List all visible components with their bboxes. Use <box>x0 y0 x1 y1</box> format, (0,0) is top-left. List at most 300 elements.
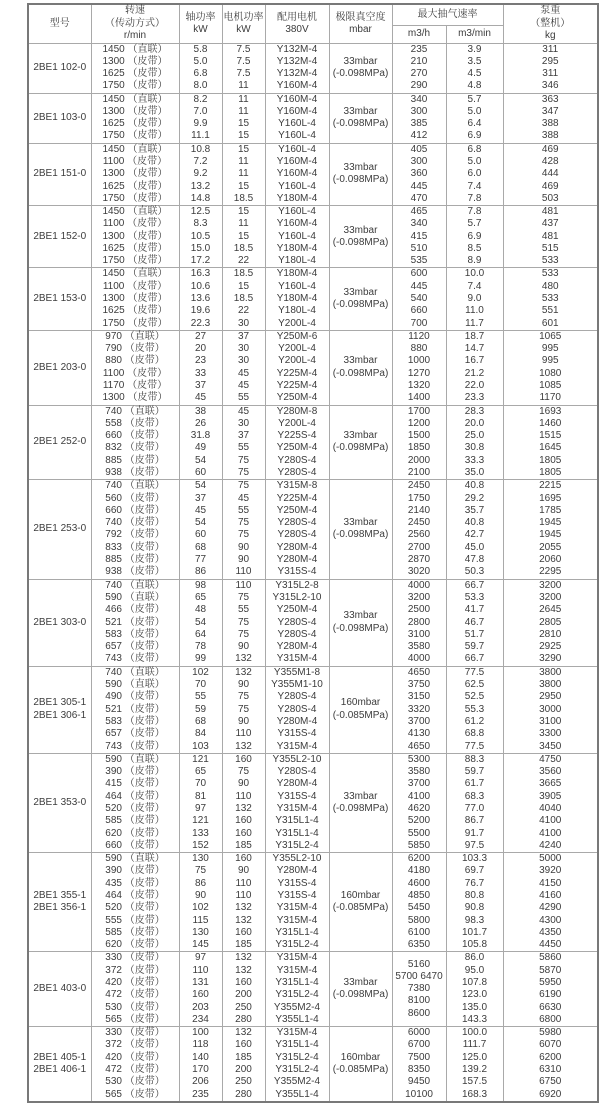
cell-line: 160 <box>235 977 252 989</box>
m3min-cell <box>446 392 503 405</box>
cell-line: Y315L1-4 <box>275 827 319 839</box>
cell-line: 2BE1 153-0 <box>33 293 87 304</box>
cell-line: 59.7 <box>464 765 485 777</box>
speed-cell <box>91 939 179 952</box>
motor-type-cell <box>265 579 329 592</box>
speed-cell <box>91 467 179 480</box>
speed-cell <box>91 766 179 778</box>
cell-line: 1000 <box>407 355 431 367</box>
cell-line: 585 （皮带） <box>105 815 165 827</box>
spec-row <box>28 231 598 243</box>
cell-line: 131 <box>192 977 209 989</box>
spec-row <box>28 741 598 754</box>
cell-line: 75 <box>237 467 250 479</box>
motor-power-cell <box>222 1027 265 1040</box>
weight-cell <box>503 467 598 480</box>
cell-line: 790 （皮带） <box>105 343 165 355</box>
speed-cell <box>91 143 179 156</box>
cell-line: 7.8 <box>467 206 482 218</box>
cell-line: 2295 <box>539 566 562 578</box>
shaft-power-cell <box>179 604 222 616</box>
motor-power-cell <box>222 1039 265 1051</box>
cell-line: 390 （皮带） <box>105 865 165 877</box>
motor-power-cell <box>222 1002 265 1014</box>
cell-line: 1625 （皮带） <box>102 68 168 80</box>
cell-line: 10.8 <box>190 143 211 155</box>
weight-cell <box>503 927 598 939</box>
cell-line: Y355L2-10 <box>272 753 322 765</box>
m3h-cell <box>392 840 446 853</box>
cell-line: Y315L2-10 <box>272 591 322 603</box>
cell-line: 585 （皮带） <box>105 926 165 938</box>
m3min-cell <box>446 118 503 130</box>
spec-row <box>28 143 598 156</box>
cell-line: 521 （皮带） <box>105 616 165 628</box>
cell-line: Y180M-4 <box>276 268 318 280</box>
cell-line: 170 <box>192 1064 209 1076</box>
spec-row <box>28 517 598 529</box>
cell-line: 3000 <box>539 703 562 715</box>
speed-cell <box>91 666 179 679</box>
cell-line: 740 （直联） <box>105 666 165 678</box>
cell-line: 19.6 <box>190 305 211 317</box>
m3min-cell <box>446 554 503 566</box>
shaft-power-cell <box>179 1002 222 1014</box>
cell-line: 25.0 <box>464 430 485 442</box>
cell-line: 77.5 <box>464 740 485 752</box>
header-line: 轴功率 <box>185 11 216 23</box>
cell-line: 4000 <box>407 653 431 665</box>
shaft-power-cell <box>179 679 222 691</box>
motor-power-cell <box>222 480 265 493</box>
cell-line: 88.3 <box>464 753 485 765</box>
m3h-cell <box>392 231 446 243</box>
speed-cell <box>91 716 179 728</box>
motor-power-cell <box>222 791 265 803</box>
speed-cell <box>91 840 179 853</box>
cell-line: 3200 <box>407 591 431 603</box>
cell-line: 97 <box>194 802 207 814</box>
speed-cell <box>91 505 179 517</box>
cell-line: 3750 <box>407 678 431 690</box>
motor-type-cell <box>265 231 329 243</box>
motor-power-cell <box>222 467 265 480</box>
cell-line: Y315M-4 <box>276 802 318 814</box>
motor-type-cell <box>265 143 329 156</box>
m3min-cell <box>446 1027 503 1040</box>
motor-type-cell <box>265 1089 329 1102</box>
shaft-power-cell <box>179 193 222 206</box>
speed-cell <box>91 629 179 641</box>
cell-line: 10.5 <box>190 230 211 242</box>
motor-type-cell <box>265 554 329 566</box>
m3h-cell <box>392 418 446 430</box>
m3min-cell <box>446 1002 503 1014</box>
cell-line: 590 （直联） <box>105 678 165 690</box>
col-header-pump-rate: 最大抽气速率 <box>392 4 503 25</box>
motor-power-cell <box>222 579 265 592</box>
shaft-power-cell <box>179 1089 222 1102</box>
weight-cell <box>503 392 598 405</box>
cell-line: 9.9 <box>193 118 208 130</box>
cell-line: 6100 <box>407 926 431 938</box>
cell-line: 311 <box>542 43 559 55</box>
cell-line: 300 <box>410 105 428 117</box>
model-cell <box>28 206 91 268</box>
motor-power-cell <box>222 890 265 902</box>
cell-line: 11 <box>238 155 249 167</box>
m3h-cell <box>392 778 446 790</box>
motor-type-cell <box>265 691 329 703</box>
shaft-power-cell <box>179 442 222 454</box>
shaft-power-cell <box>179 741 222 754</box>
cell-line: 160mbar <box>340 697 381 709</box>
cell-line: 445 <box>410 280 428 292</box>
shaft-power-cell <box>179 281 222 293</box>
m3min-cell <box>446 130 503 143</box>
cell-line: 465 <box>410 206 428 218</box>
cell-line: Y250M-4 <box>276 392 318 404</box>
speed-cell <box>91 93 179 106</box>
cell-line: 125.0 <box>461 1051 488 1063</box>
m3min-cell <box>446 753 503 766</box>
speed-cell <box>91 890 179 902</box>
cell-line: 13.6 <box>190 293 211 304</box>
spec-row <box>28 180 598 192</box>
m3min-cell <box>446 281 503 293</box>
motor-power-cell <box>222 143 265 156</box>
cell-line: Y280M-4 <box>276 778 318 790</box>
m3min-cell <box>446 666 503 679</box>
motor-type-cell <box>265 977 329 989</box>
weight-cell <box>503 255 598 268</box>
cell-line: 15 <box>237 143 250 155</box>
spec-row <box>28 716 598 728</box>
motor-power-cell <box>222 442 265 454</box>
cell-line: 97 <box>194 952 207 964</box>
weight-cell <box>503 118 598 130</box>
cell-line: 428 <box>541 155 559 167</box>
cell-line: 110 <box>192 964 209 976</box>
cell-line: (-0.098MPa) <box>332 367 389 379</box>
cell-line: 2500 <box>407 604 431 616</box>
m3min-cell <box>446 355 503 367</box>
cell-line: 1170 <box>539 392 561 404</box>
cell-line: 103 <box>192 740 209 752</box>
m3h-cell <box>392 517 446 529</box>
motor-type-cell <box>265 505 329 517</box>
cell-line: 33mbar <box>343 162 378 174</box>
cell-line: 64 <box>194 628 207 640</box>
cell-line: Y180L-4 <box>278 305 316 317</box>
cell-line: 18.7 <box>464 330 485 342</box>
motor-power-cell <box>222 343 265 355</box>
shaft-power-cell <box>179 305 222 317</box>
cell-line: (-0.085MPa) <box>332 1064 389 1076</box>
cell-line: 3905 <box>539 790 562 802</box>
cell-line: 551 <box>541 305 559 317</box>
cell-line: 1300 （皮带） <box>102 230 168 242</box>
cell-line: 160 <box>192 989 209 1001</box>
spec-row <box>28 915 598 927</box>
vacuum-cell <box>329 405 392 480</box>
cell-line: 23.3 <box>464 392 485 404</box>
motor-type-cell <box>265 455 329 467</box>
speed-cell <box>91 542 179 554</box>
cell-line: 90 <box>194 890 207 901</box>
cell-line: (-0.098MPa) <box>332 118 389 130</box>
header-line: kW <box>236 23 251 35</box>
speed-cell <box>91 989 179 1001</box>
model-group <box>28 405 598 480</box>
motor-power-cell <box>222 840 265 853</box>
motor-type-cell <box>265 517 329 529</box>
cell-line: (-0.098MPa) <box>332 802 389 814</box>
cell-line: 4290 <box>539 902 562 914</box>
cell-line: Y225M-4 <box>276 492 318 504</box>
cell-line: 33mbar <box>343 355 378 367</box>
col-header-motor-power <box>222 4 265 43</box>
header-line: （传动方式） <box>105 17 165 29</box>
cell-line: Y280M-4 <box>276 554 318 566</box>
speed-cell <box>91 691 179 703</box>
cell-line: 1320 <box>407 380 431 392</box>
motor-power-cell <box>222 865 265 877</box>
cell-line: 54 <box>194 616 207 628</box>
spec-row <box>28 579 598 592</box>
motor-type-cell <box>265 828 329 840</box>
cell-line: 6920 <box>539 1088 562 1100</box>
spec-row <box>28 691 598 703</box>
spec-row <box>28 56 598 68</box>
cell-line: 11.0 <box>465 305 484 317</box>
cell-line: 6800 <box>539 1013 562 1025</box>
cell-line: 6200 <box>539 1051 562 1063</box>
cell-line: 390 （皮带） <box>105 765 165 777</box>
weight-cell <box>503 305 598 317</box>
m3h-cell <box>392 566 446 579</box>
cell-line: 45 <box>237 405 250 417</box>
motor-type-cell <box>265 68 329 80</box>
cell-line: 75 <box>237 616 250 628</box>
cell-line: 160 <box>235 753 252 765</box>
cell-line: 590 （直联） <box>105 753 165 765</box>
m3min-cell <box>446 641 503 653</box>
cell-line: 203 <box>192 1001 209 1013</box>
motor-type-cell <box>265 704 329 716</box>
col-header-speed <box>91 4 179 43</box>
motor-type-cell <box>265 853 329 866</box>
pump-spec-table <box>27 3 599 1103</box>
cell-line: 185 <box>235 839 252 851</box>
cell-line: 535 <box>410 255 428 267</box>
shaft-power-cell <box>179 430 222 442</box>
motor-power-cell <box>222 231 265 243</box>
m3h-cell <box>392 828 446 840</box>
cell-line: 59.7 <box>464 641 485 653</box>
cell-line: 472 （皮带） <box>105 1064 165 1076</box>
speed-cell <box>91 405 179 418</box>
cell-line: Y280S-4 <box>277 517 317 529</box>
cell-line: Y180M-4 <box>276 242 318 254</box>
shaft-power-cell <box>179 467 222 480</box>
motor-power-cell <box>222 93 265 106</box>
motor-type-cell <box>265 43 329 56</box>
motor-type-cell <box>265 1039 329 1051</box>
cell-line: 740 （直联） <box>105 579 165 591</box>
cell-line: Y315S-4 <box>277 890 317 901</box>
speed-cell <box>91 218 179 230</box>
speed-cell <box>91 80 179 93</box>
cell-line: 415 （皮带） <box>105 778 165 790</box>
m3h-cell <box>392 865 446 877</box>
cell-line: 101.7 <box>461 926 488 938</box>
motor-type-cell <box>265 641 329 653</box>
m3min-cell <box>446 604 503 616</box>
motor-power-cell <box>222 853 265 866</box>
m3min-cell <box>446 778 503 790</box>
cell-line: 938 （皮带） <box>105 467 165 479</box>
cell-line: Y280S-4 <box>277 765 317 777</box>
cell-line: 200 <box>235 1064 252 1076</box>
weight-cell <box>503 281 598 293</box>
cell-line: 37 <box>237 330 250 342</box>
motor-type-cell <box>265 480 329 493</box>
motor-type-cell <box>265 418 329 430</box>
cell-line: 80.8 <box>464 890 485 901</box>
weight-cell <box>503 691 598 703</box>
cell-line: 1450 （直联） <box>102 206 168 218</box>
cell-line: 26 <box>194 417 207 429</box>
motor-type-cell <box>265 927 329 939</box>
cell-line: 4180 <box>407 865 431 877</box>
m3h-cell <box>392 766 446 778</box>
m3min-cell <box>446 418 503 430</box>
cell-line: 9.0 <box>467 293 482 304</box>
cell-line: Y132M-4 <box>276 55 318 67</box>
m3h-cell <box>392 330 446 343</box>
weight-cell <box>503 168 598 180</box>
m3h-cell <box>392 143 446 156</box>
shaft-power-cell <box>179 80 222 93</box>
cell-line: 40.8 <box>464 480 485 492</box>
cell-line: 2700 <box>407 541 431 553</box>
speed-cell <box>91 616 179 628</box>
cell-line: Y315M-4 <box>276 902 318 914</box>
spec-row <box>28 355 598 367</box>
cell-line: 743 （皮带） <box>105 653 165 665</box>
cell-line: 415 <box>410 230 428 242</box>
cell-line: Y280S-4 <box>277 529 317 541</box>
speed-cell <box>91 853 179 866</box>
cell-line: 1200 <box>407 417 431 429</box>
speed-cell <box>91 965 179 977</box>
weight-cell <box>503 106 598 118</box>
cell-line: Y280M-4 <box>276 865 318 877</box>
motor-type-cell <box>265 93 329 106</box>
shaft-power-cell <box>179 989 222 1001</box>
m3min-cell <box>446 803 503 815</box>
cell-line: 2000 <box>407 454 431 466</box>
motor-power-cell <box>222 1064 265 1076</box>
cell-line: Y132M-4 <box>276 43 318 55</box>
cell-line: 280 <box>235 1013 252 1025</box>
cell-line: 2BE1 355-1 <box>33 890 87 902</box>
m3min-cell <box>446 840 503 853</box>
m3min-cell <box>446 442 503 454</box>
cell-line: 6700 <box>407 1039 431 1051</box>
cell-line: Y280S-4 <box>277 691 317 703</box>
cell-line: 1750 （皮带） <box>102 255 168 267</box>
cell-line: 61.2 <box>464 715 485 727</box>
cell-line: 3800 <box>539 678 562 690</box>
cell-line: 61.7 <box>464 778 485 790</box>
m3h-cell <box>392 691 446 703</box>
motor-type-cell <box>265 965 329 977</box>
motor-power-cell <box>222 939 265 952</box>
motor-power-cell <box>222 43 265 56</box>
cell-line: 1300 （皮带） <box>102 105 168 117</box>
m3min-cell <box>446 368 503 380</box>
cell-line: 388 <box>541 130 559 142</box>
cell-line: 75 <box>194 865 207 877</box>
m3h-cell <box>392 1064 446 1076</box>
shaft-power-cell <box>179 56 222 68</box>
motor-power-cell <box>222 268 265 281</box>
vacuum-cell <box>329 579 392 666</box>
cell-line: 70 <box>194 778 207 790</box>
m3h-cell <box>392 380 446 392</box>
model-cell <box>28 753 91 852</box>
cell-line: 42.7 <box>464 529 485 541</box>
cell-line: 160mbar <box>340 1051 381 1063</box>
cell-line: 6200 <box>407 853 431 865</box>
cell-line: 1750 （皮带） <box>102 317 168 329</box>
weight-cell <box>503 778 598 790</box>
motor-type-cell <box>265 405 329 418</box>
m3min-cell <box>446 193 503 206</box>
motor-power-cell <box>222 330 265 343</box>
cell-line: 4.5 <box>467 68 482 80</box>
cell-line: 270 <box>410 68 428 80</box>
spec-row <box>28 442 598 454</box>
model-cell <box>28 666 91 753</box>
cell-line: 78 <box>194 641 207 653</box>
cell-line: 560 （皮带） <box>105 492 165 504</box>
cell-line: 466 （皮带） <box>105 604 165 616</box>
cell-line: 510 <box>410 242 428 254</box>
m3min-cell <box>446 629 503 641</box>
cell-line: 437 <box>541 218 559 230</box>
cell-line: 11 <box>238 218 249 230</box>
speed-cell <box>91 455 179 467</box>
speed-cell <box>91 1064 179 1076</box>
cell-line: 37 <box>194 380 207 392</box>
cell-line: 1450 （直联） <box>102 93 168 105</box>
cell-line: Y160L-4 <box>278 143 316 155</box>
m3min-cell <box>446 405 503 418</box>
model-cell <box>28 143 91 205</box>
m3min-cell <box>446 1052 503 1064</box>
cell-line: 1500 <box>407 430 431 442</box>
cell-line: (-0.098MPa) <box>332 68 389 80</box>
cell-line: 601 <box>541 317 559 329</box>
model-group <box>28 1027 598 1102</box>
weight-cell <box>503 293 598 305</box>
cell-line: 2450 <box>407 480 431 492</box>
m3min-cell <box>446 878 503 890</box>
cell-line: Y280M-4 <box>276 641 318 653</box>
